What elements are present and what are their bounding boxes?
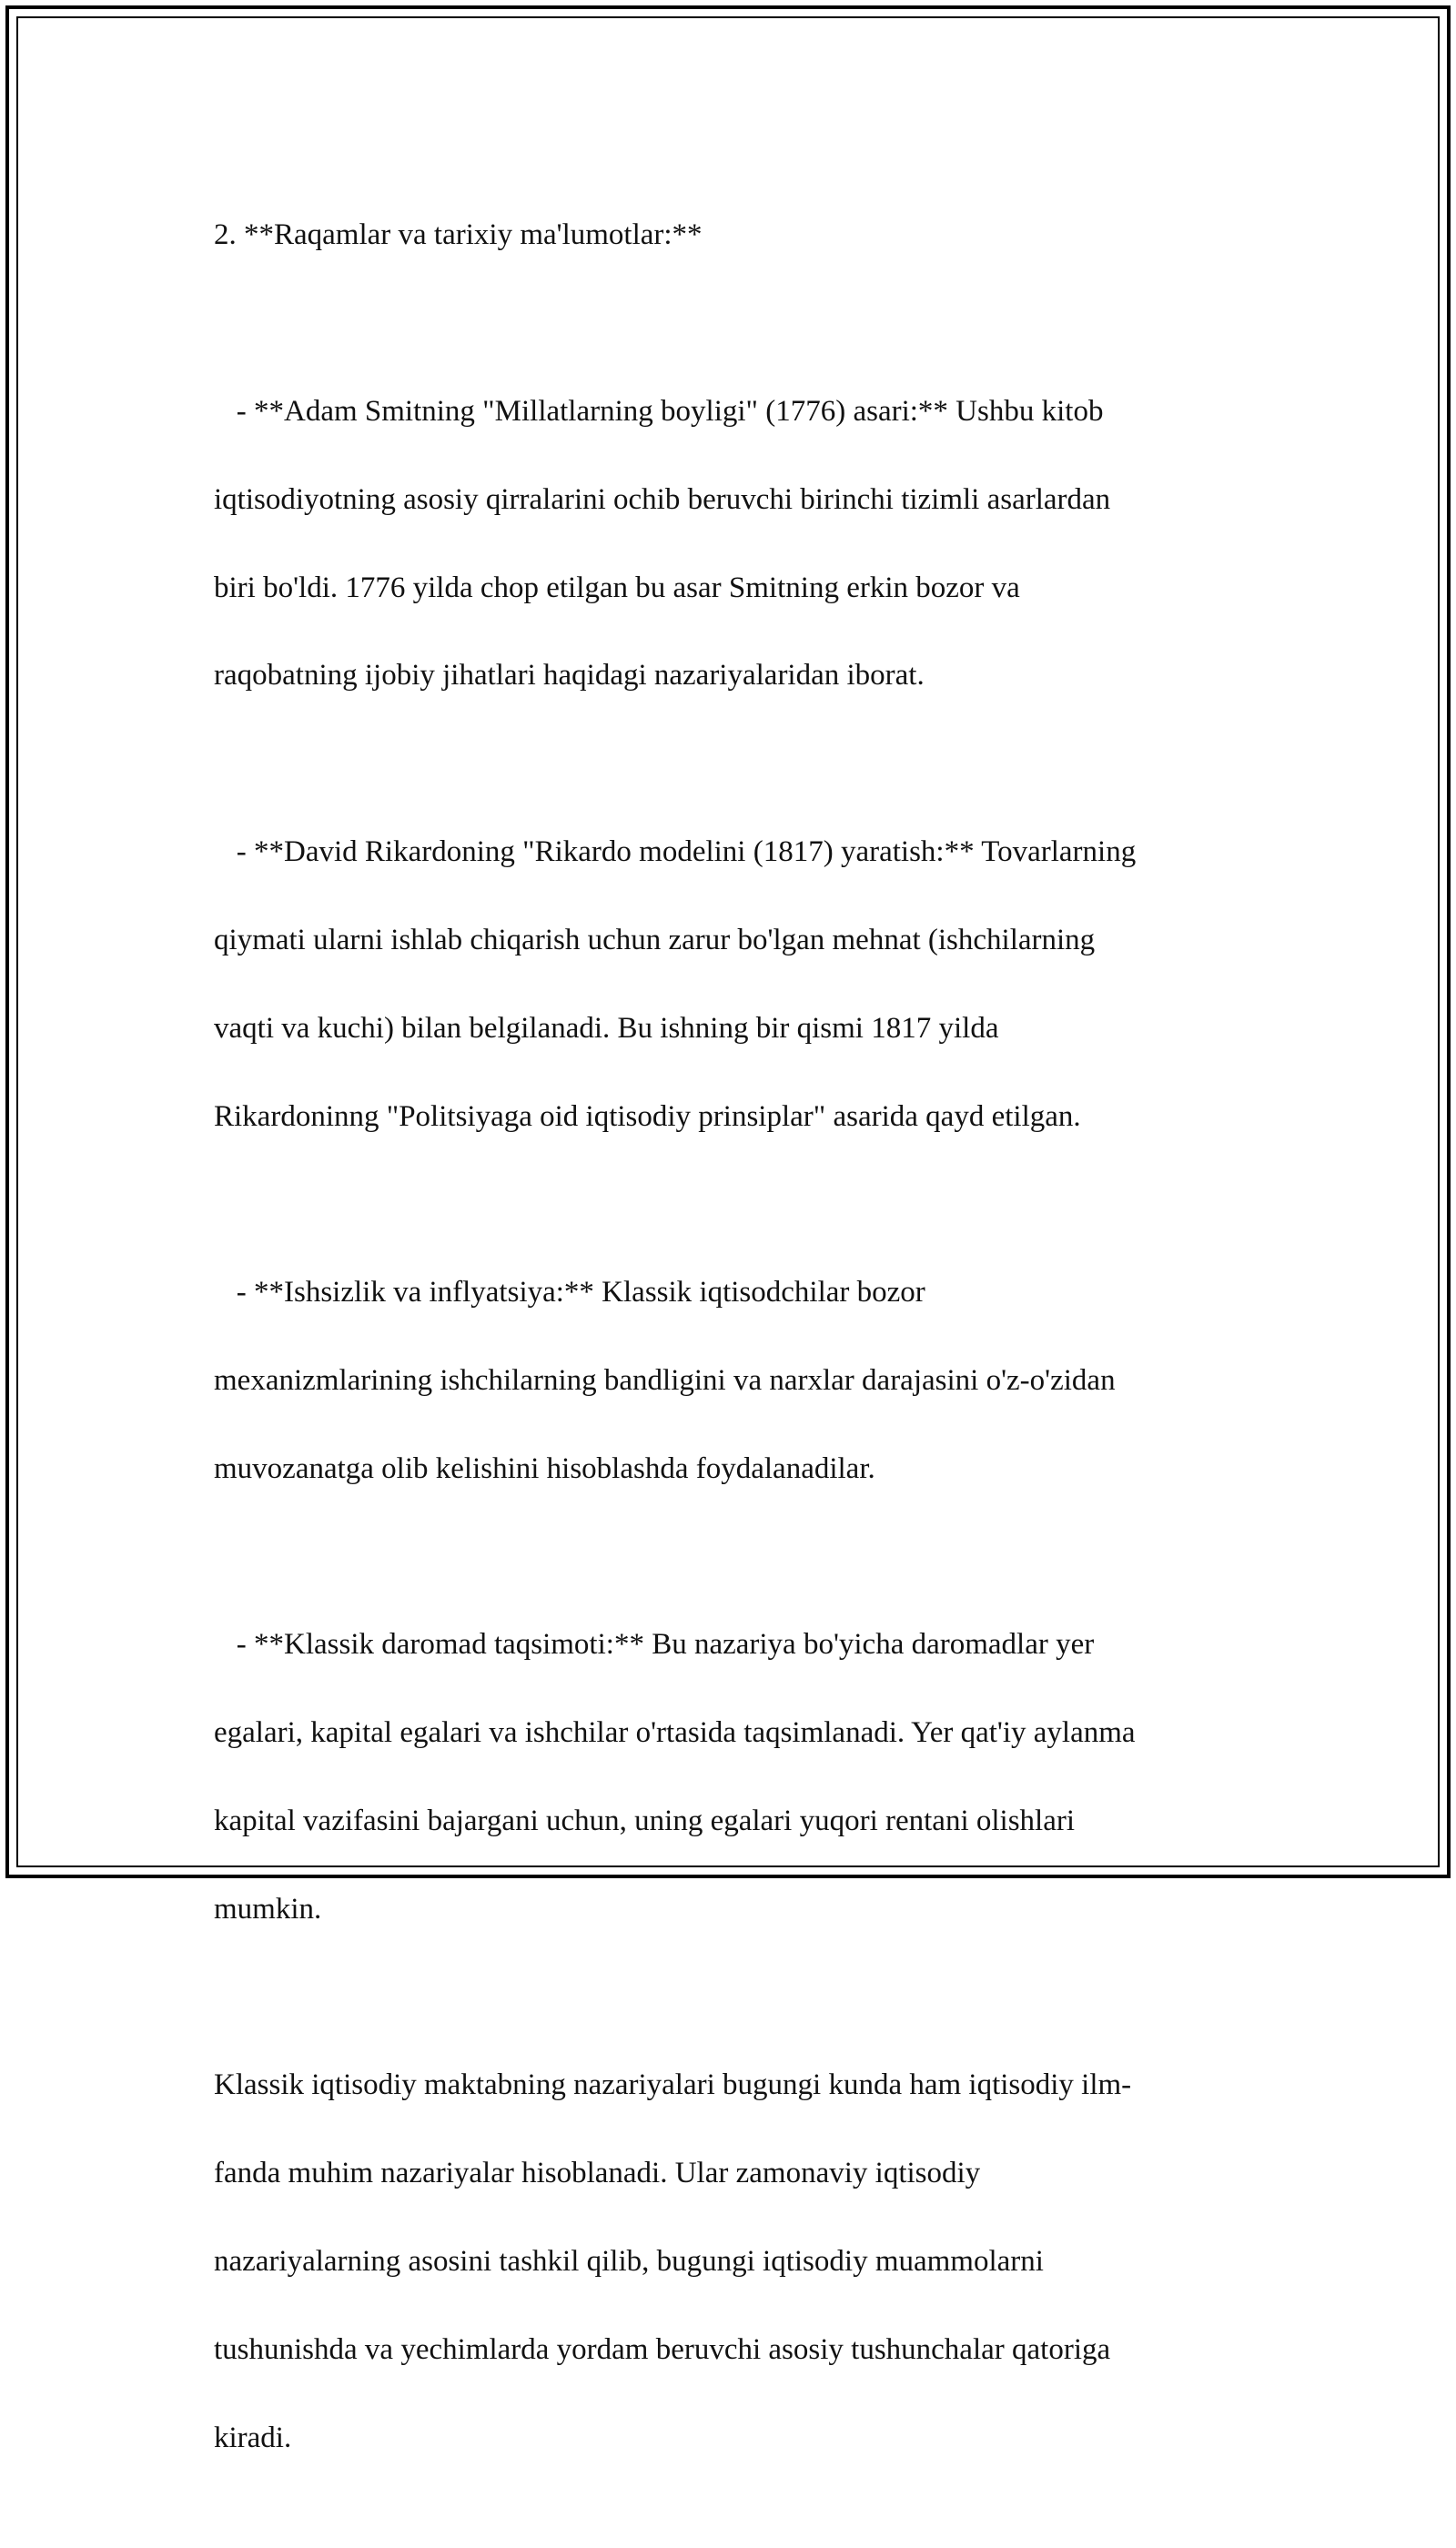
paragraph-line: tushunishda va yechimlarda yordam beruvchi asosiy tushunchalar qatoriga — [214, 2332, 1111, 2366]
paragraph-line: nazariyalarning asosini tashkil qilib, bugungi iqtisodiy muammolarni — [214, 2245, 1044, 2279]
paragraph-line: muvozanatga olib kelishini hisoblashda foydalanadilar. — [214, 1451, 875, 1485]
heading-text: 2. **Raqamlar va tarixiy ma'lumotlar:** — [214, 218, 703, 252]
paragraph-line: egalari, kapital egalari va ishchilar o'rtasida taqsimlanadi. Yer qat'iy aylanma — [214, 1716, 1136, 1750]
paragraph-line: mumkin. — [214, 1892, 322, 1926]
paragraph-line: qiymati ularni ishlab chiqarish uchun zarur bo'lgan mehnat (ishchilarning — [214, 923, 1096, 956]
paragraph-line: - **David Rikardoning "Rikardo modelini (1817) yaratish:** Tovarlarning — [214, 835, 1137, 869]
list-item-unemployment-inflation — [214, 1227, 1260, 1535]
document-body — [214, 169, 1260, 2548]
paragraph-line: mexanizmlarining ishchilarning bandligini va narxlar darajasini o'z-o'zidan — [214, 1363, 1116, 1397]
paragraph-line: biri bo'ldi. 1776 yilda chop etilgan bu asar Smitning erkin bozor va — [214, 571, 1020, 604]
list-item-adam-smith — [214, 346, 1260, 743]
paragraph-line: - **Adam Smitning "Millatlarning boyligi" (1776) asari:** Ushbu kitob — [214, 395, 1104, 429]
paragraph-line: - **Klassik daromad taqsimoti:** Bu nazariya bo'yicha daromadlar yer — [214, 1628, 1095, 1662]
paragraph-line: fanda muhim nazariyalar hisoblanadi. Ular zamonaviy iqtisodiy — [214, 2157, 981, 2190]
list-item-david-ricardo — [214, 786, 1260, 1183]
paragraph-line: kapital vazifasini bajargani uchun, uning egalari yuqori rentani olishlari — [214, 1804, 1076, 1837]
paragraph-line: - **Ishsizlik va inflyatsiya:** Klassik iqtisodchilar bozor — [214, 1276, 925, 1309]
paragraph-line: iqtisodiyotning asosiy qirralarini ochib beruvchi birinchi tizimli asarlardan — [214, 482, 1111, 516]
paragraph-line: vaqti va kuchi) bilan belgilanadi. Bu ishning bir qismi 1817 yilda — [214, 1011, 999, 1045]
paragraph-line: Klassik iqtisodiy maktabning nazariyalari bugungi kunda ham iqtisodiy ilm- — [214, 2068, 1132, 2102]
paragraph-line: raqobatning ijobiy jihatlari haqidagi nazariyalaridan iborat. — [214, 659, 925, 693]
list-item-income-distribution — [214, 1579, 1260, 1976]
section-heading — [214, 169, 1260, 301]
conclusion-paragraph — [214, 2019, 1260, 2503]
paragraph-line: kiradi. — [214, 2421, 292, 2454]
paragraph-line: Rikardoninng "Politsiyaga oid iqtisodiy prinsiplar" asarida qayd etilgan. — [214, 1099, 1081, 1133]
